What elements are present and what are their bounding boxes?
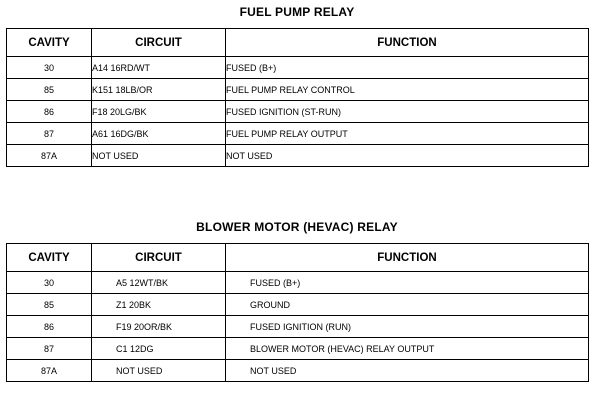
- blower-motor-relay-section: [6, 219, 588, 382]
- table-row: [7, 272, 589, 294]
- circuit-cell: K151 18LB/OR: [92, 79, 226, 101]
- cavity-cell: 86: [7, 316, 92, 338]
- function-cell: BLOWER MOTOR (HEVAC) RELAY OUTPUT: [226, 338, 589, 360]
- cavity-cell: 87A: [7, 360, 92, 382]
- function-cell: NOT USED: [226, 145, 589, 167]
- function-cell: FUSED (B+): [226, 57, 589, 79]
- circuit-cell: C1 12DG: [92, 338, 226, 360]
- column-header-circuit: CIRCUIT: [92, 29, 226, 57]
- section-title: BLOWER MOTOR (HEVAC) RELAY: [196, 220, 398, 234]
- function-cell: FUSED IGNITION (ST-RUN): [226, 101, 589, 123]
- circuit-cell: F19 20OR/BK: [92, 316, 226, 338]
- fuel-pump-relay-section: [6, 4, 588, 167]
- circuit-cell: NOT USED: [92, 360, 226, 382]
- column-header-cavity: CAVITY: [7, 29, 92, 57]
- table-row: [7, 294, 589, 316]
- table-row: [7, 316, 589, 338]
- cavity-cell: 85: [7, 79, 92, 101]
- table-row: [7, 338, 589, 360]
- cavity-cell: 87A: [7, 145, 92, 167]
- table-header-row: [7, 244, 589, 272]
- circuit-cell: A5 12WT/BK: [92, 272, 226, 294]
- column-header-function: FUNCTION: [226, 244, 589, 272]
- cavity-cell: 30: [7, 272, 92, 294]
- table-row: [7, 101, 589, 123]
- function-cell: GROUND: [226, 294, 589, 316]
- cavity-cell: 30: [7, 57, 92, 79]
- function-cell: FUEL PUMP RELAY CONTROL: [226, 79, 589, 101]
- table-row: [7, 360, 589, 382]
- table-row: [7, 123, 589, 145]
- table-header-row: [7, 29, 589, 57]
- circuit-cell: NOT USED: [92, 145, 226, 167]
- circuit-cell: Z1 20BK: [92, 294, 226, 316]
- function-cell: NOT USED: [226, 360, 589, 382]
- cavity-cell: 86: [7, 101, 92, 123]
- blower-motor-relay-table: [6, 243, 589, 382]
- section-title: FUEL PUMP RELAY: [239, 5, 355, 19]
- cavity-cell: 85: [7, 294, 92, 316]
- table-row: [7, 145, 589, 167]
- circuit-cell: A14 16RD/WT: [92, 57, 226, 79]
- cavity-cell: 87: [7, 123, 92, 145]
- function-cell: FUEL PUMP RELAY OUTPUT: [226, 123, 589, 145]
- function-cell: FUSED (B+): [226, 272, 589, 294]
- column-header-circuit: CIRCUIT: [92, 244, 226, 272]
- table-row: [7, 57, 589, 79]
- column-header-cavity: CAVITY: [7, 244, 92, 272]
- function-cell: FUSED IGNITION (RUN): [226, 316, 589, 338]
- cavity-cell: 87: [7, 338, 92, 360]
- column-header-function: FUNCTION: [226, 29, 589, 57]
- circuit-cell: A61 16DG/BK: [92, 123, 226, 145]
- fuel-pump-relay-table: [6, 28, 589, 167]
- table-row: [7, 79, 589, 101]
- circuit-cell: F18 20LG/BK: [92, 101, 226, 123]
